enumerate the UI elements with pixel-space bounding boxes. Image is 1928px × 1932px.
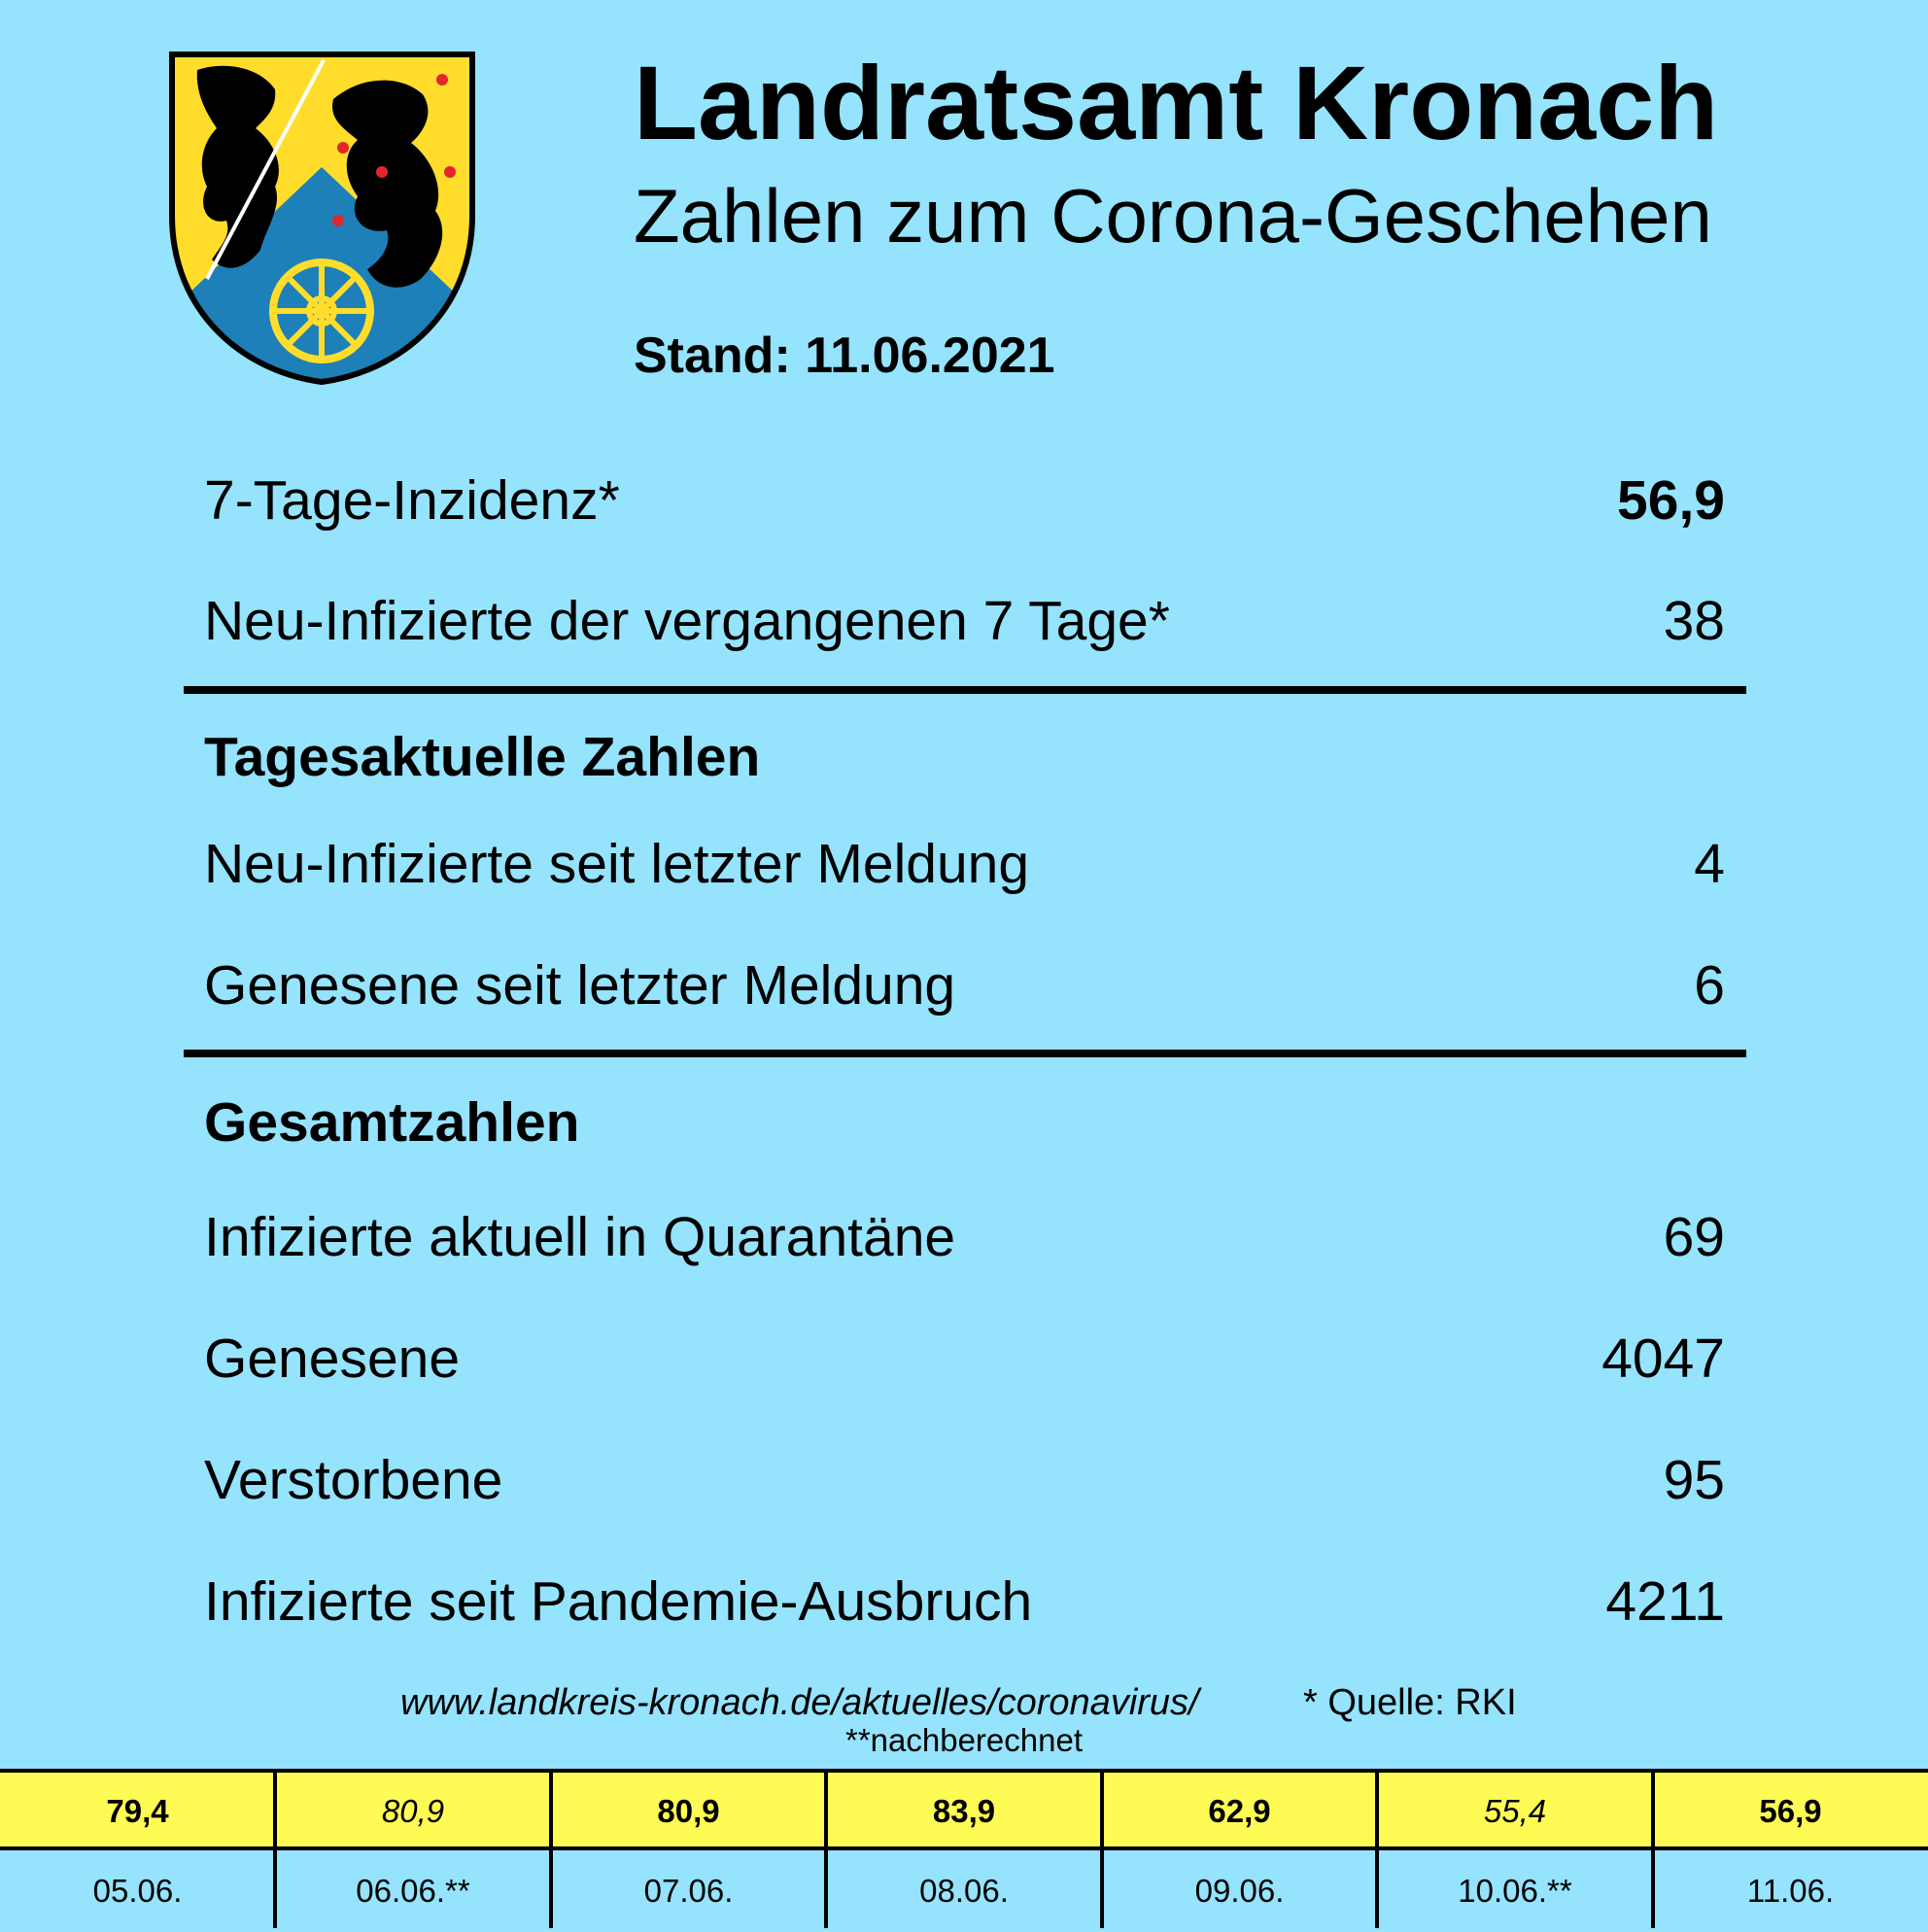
kronach-coat-of-arms-icon	[168, 51, 476, 386]
stat-label: Neu-Infizierte seit letzter Meldung	[204, 833, 1030, 895]
stat-row-verstorbene	[204, 1446, 1725, 1514]
stat-value: 4211	[1605, 1570, 1725, 1633]
divider	[184, 686, 1746, 694]
timeline-value: 80,9	[275, 1769, 551, 1846]
section-heading-tagesaktuell: Tagesaktuelle Zahlen	[204, 726, 761, 788]
stat-label: 7-Tage-Inzidenz*	[204, 469, 620, 532]
stat-value: 6	[1694, 954, 1725, 1017]
page-title: Landratsamt Kronach	[634, 44, 1719, 161]
stat-row-gesamt-infizierte	[204, 1568, 1725, 1636]
stat-label: Verstorbene	[204, 1449, 503, 1511]
timeline-date: 10.06.**	[1377, 1846, 1653, 1928]
timeline-date: 09.06.	[1102, 1846, 1377, 1928]
timeline-value: 79,4	[0, 1769, 275, 1846]
stat-value: 56,9	[1617, 469, 1725, 532]
timeline-value: 62,9	[1102, 1769, 1377, 1846]
timeline-divider	[1375, 1769, 1379, 1928]
timeline-date: 07.06.	[551, 1846, 826, 1928]
timeline-value: 55,4	[1377, 1769, 1653, 1846]
stat-label: Infizierte seit Pandemie-Ausbruch	[204, 1570, 1033, 1633]
stat-value: 95	[1663, 1449, 1725, 1511]
page-subtitle: Zahlen zum Corona-Geschehen	[634, 173, 1712, 259]
recalculated-note: **nachberechnet	[844, 1722, 1084, 1758]
stat-label: Neu-Infizierte der vergangenen 7 Tage*	[204, 590, 1170, 652]
report-date: Stand: 11.06.2021	[634, 328, 1055, 384]
stat-row-genesene	[204, 1325, 1725, 1393]
stat-row-neu-seit-meldung	[204, 830, 1725, 898]
timeline-date: 08.06.	[826, 1846, 1102, 1928]
timeline-date: 05.06.	[0, 1846, 275, 1928]
stat-value: 38	[1663, 590, 1725, 652]
stat-label: Infizierte aktuell in Quarantäne	[204, 1206, 956, 1268]
timeline-divider	[824, 1769, 828, 1928]
stat-row-inzidenz	[204, 466, 1725, 535]
stat-row-quarantaene	[204, 1203, 1725, 1271]
source-note: * Quelle: RKI	[1303, 1682, 1517, 1723]
timeline-divider	[1651, 1769, 1655, 1928]
timeline-value: 83,9	[826, 1769, 1102, 1846]
timeline-date: 11.06.	[1653, 1846, 1928, 1928]
stat-value: 69	[1663, 1206, 1725, 1268]
section-heading-gesamt: Gesamtzahlen	[204, 1091, 580, 1154]
website-link[interactable]: www.landkreis-kronach.de/aktuelles/coronavirus/	[400, 1682, 1199, 1723]
stat-row-genesene-seit-meldung	[204, 951, 1725, 1019]
stat-value: 4	[1694, 833, 1725, 895]
stat-value: 4047	[1601, 1328, 1725, 1390]
incidence-timeline	[0, 1769, 1928, 1928]
timeline-date: 06.06.**	[275, 1846, 551, 1928]
divider	[184, 1050, 1746, 1057]
timeline-divider	[273, 1769, 277, 1928]
stat-label: Genesene seit letzter Meldung	[204, 954, 956, 1017]
timeline-value: 80,9	[551, 1769, 826, 1846]
timeline-divider	[549, 1769, 553, 1928]
timeline-divider	[1100, 1769, 1104, 1928]
timeline-value: 56,9	[1653, 1769, 1928, 1846]
stat-row-neu-7-tage	[204, 587, 1725, 655]
stat-label: Genesene	[204, 1328, 461, 1390]
